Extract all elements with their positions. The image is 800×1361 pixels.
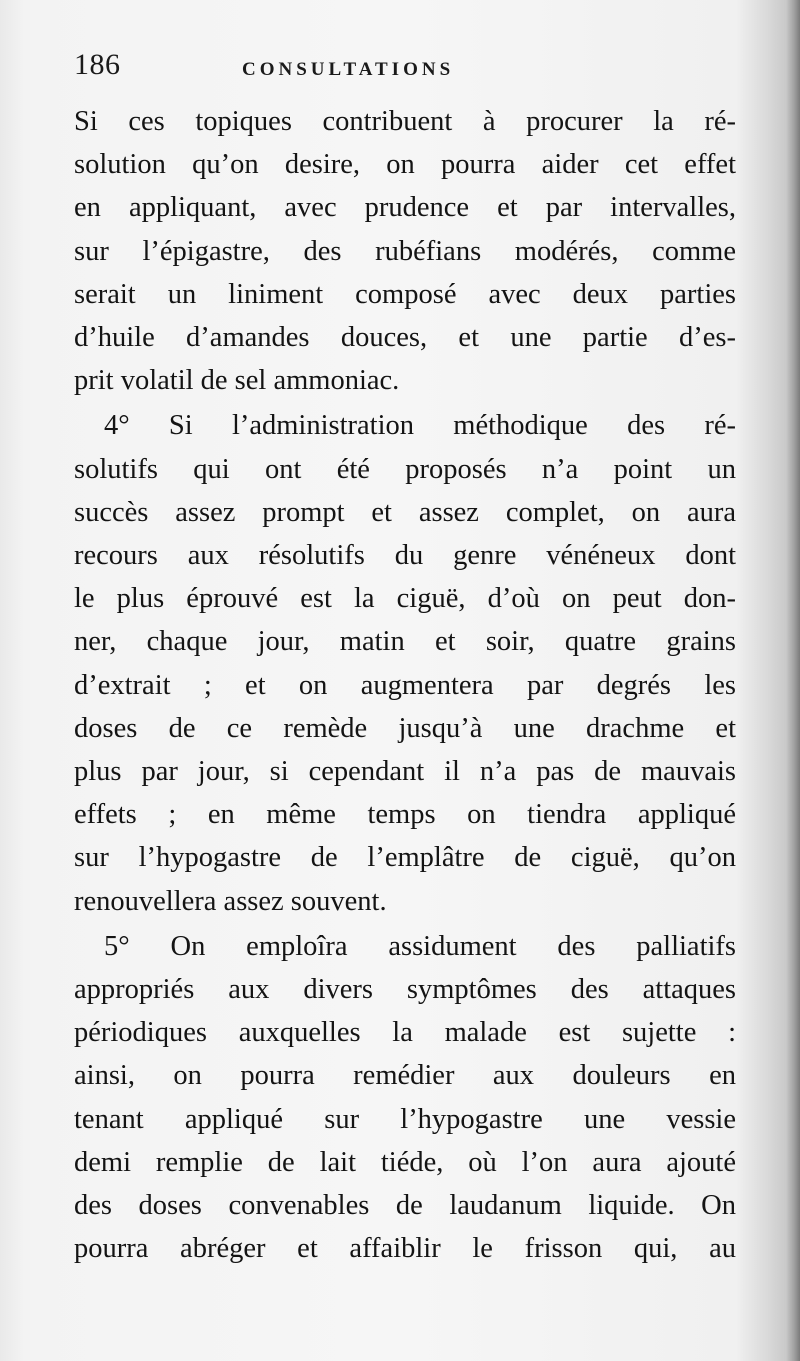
text-line: succès assez prompt et assez complet, on aura	[74, 496, 736, 528]
text-line: pourra abréger et affaiblir le frisson qui, au	[74, 1233, 736, 1265]
paragraph-continued	[74, 100, 736, 402]
text-line: le plus éprouvé est la ciguë, d’où on peut don-	[74, 583, 736, 615]
text-line: appropriés aux divers symptômes des attaques	[74, 974, 736, 1006]
text-line: ner, chaque jour, matin et soir, quatre grains	[74, 626, 736, 658]
text-line: recours aux résolutifs du genre vénéneux dont	[74, 540, 736, 572]
text-line: sur l’épigastre, des rubéfians modérés, comme	[74, 235, 736, 267]
text-line: des doses convenables de laudanum liquide. On	[74, 1190, 736, 1222]
running-head: CONSULTATIONS	[242, 59, 455, 80]
text-line: en appliquant, avec prudence et par intervalles,	[74, 192, 736, 224]
text-line: 5° On emploîra assidument des palliatifs	[104, 930, 736, 962]
text-line: Si ces topiques contribuent à procurer la ré-	[74, 106, 736, 137]
page-edge-shadow	[786, 0, 800, 1361]
text-line: prit volatil de sel ammoniac.	[74, 365, 400, 397]
text-line: 4° Si l’administration méthodique des ré-	[104, 410, 736, 442]
text-line: doses de ce remède jusqu’à une drachme et	[74, 712, 736, 744]
text-line: solution qu’on desire, on pourra aider cet effet	[74, 149, 736, 181]
paragraph-item-4	[74, 404, 736, 922]
paragraph-item-5	[74, 925, 736, 1271]
page-header	[74, 48, 740, 88]
text-line: d’extrait ; et on augmentera par degrés les	[74, 669, 736, 701]
text-line: demi remplie de lait tiéde, où l’on aura ajouté	[74, 1146, 736, 1178]
text-line: d’huile d’amandes douces, et une partie d’es-	[74, 322, 736, 354]
text-line: renouvellera assez souvent.	[74, 885, 387, 917]
text-line: solutifs qui ont été proposés n’a point un	[74, 453, 736, 485]
text-line: effets ; en même temps on tiendra appliqué	[74, 799, 736, 831]
text-line: ainsi, on pourra remédier aux douleurs en	[74, 1060, 736, 1092]
text-line: tenant appliqué sur l’hypogastre une vessie	[74, 1103, 736, 1135]
text-line: plus par jour, si cependant il n’a pas de mauvais	[74, 756, 736, 788]
page-number: 186	[74, 48, 121, 81]
body-text	[74, 100, 736, 1272]
text-line: serait un liniment composé avec deux parties	[74, 278, 736, 310]
text-line: sur l’hypogastre de l’emplâtre de ciguë, qu’on	[74, 842, 736, 874]
text-line: périodiques auxquelles la malade est sujette :	[74, 1017, 736, 1049]
